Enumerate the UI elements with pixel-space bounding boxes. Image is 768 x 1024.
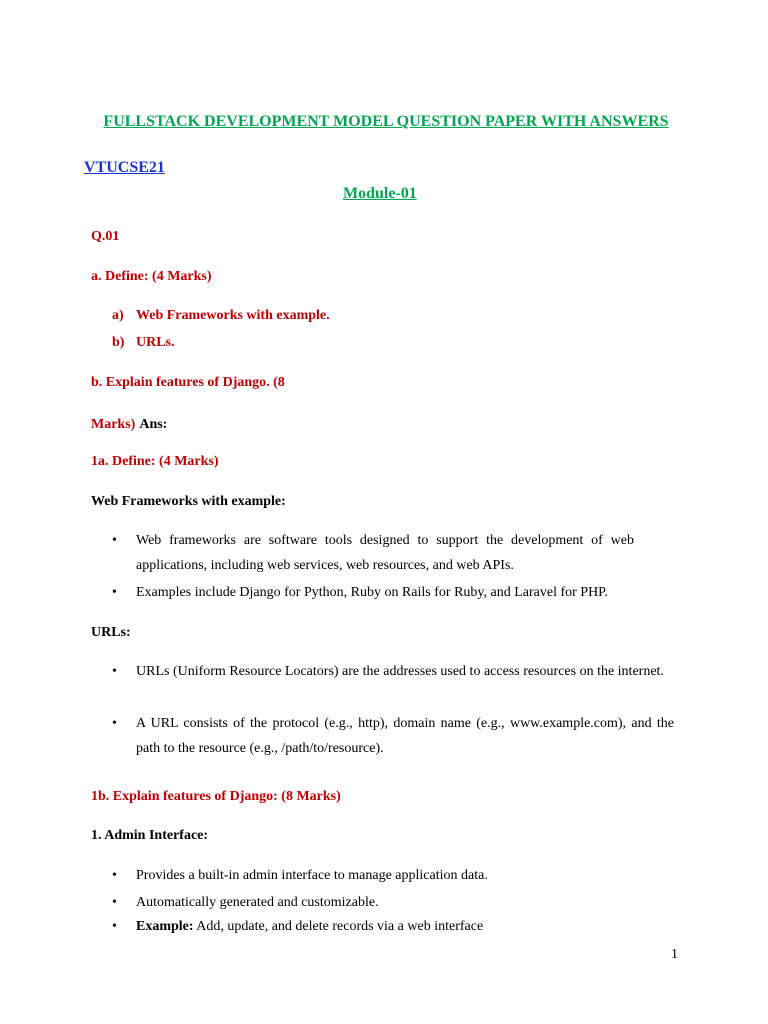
sub-item-text: Web Frameworks with example. [136, 308, 330, 323]
question-part-a: a. Define: (4 Marks) [91, 269, 212, 284]
question-part-b: b. Explain features of Django. (8 [91, 375, 285, 390]
bullet-icon: • [112, 919, 117, 934]
sub-item-text: URLs. [136, 335, 175, 350]
answer-1a-heading: 1a. Define: (4 Marks) [91, 454, 219, 469]
document-title: FULLSTACK DEVELOPMENT MODEL QUESTION PAPER WITH ANSWERS [103, 113, 669, 130]
example-label: Example: [136, 919, 194, 934]
sub-item-label: a) [112, 308, 124, 323]
list-item [136, 919, 483, 935]
web-frameworks-heading: Web Frameworks with example: [91, 494, 286, 509]
bullet-icon: • [112, 585, 117, 600]
page-number: 1 [671, 947, 678, 962]
question-part-b-cont [91, 415, 167, 433]
answer-1b-heading: 1b. Explain features of Django: (8 Marks) [91, 789, 341, 804]
list-item: A URL consists of the protocol (e.g., http), domain name (e.g., www.example.com), and the path to the resource (e.g., /path/to/resource). [136, 716, 674, 756]
list-item: Web frameworks are software tools designed to support the development of web applications, including web services, web resources, and web APIs. [136, 533, 634, 573]
vtu-tag: VTUCSE21 [84, 159, 165, 176]
sub-item [112, 308, 330, 324]
bullet-icon: • [112, 716, 117, 731]
list-item: Examples include Django for Python, Ruby on Rails for Ruby, and Laravel for PHP. [136, 585, 608, 600]
list-item: URLs (Uniform Resource Locators) are the addresses used to access resources on the internet. [136, 664, 664, 679]
sub-item-label: b) [112, 335, 125, 350]
ans-label: Ans: [139, 417, 168, 432]
bullet-icon: • [112, 664, 117, 679]
list-item: Provides a built-in admin interface to manage application data. [136, 868, 488, 883]
urls-heading: URLs: [91, 625, 131, 640]
example-text: Add, update, and delete records via a web interface [193, 919, 484, 934]
question-number: Q.01 [91, 229, 120, 244]
list-item: Automatically generated and customizable. [136, 895, 379, 910]
bullet-icon: • [112, 895, 117, 910]
bullet-icon: • [112, 868, 117, 883]
admin-interface-heading: 1. Admin Interface: [91, 828, 209, 843]
module-heading: Module-01 [343, 185, 417, 202]
part-b-marks: Marks) [91, 417, 136, 432]
bullet-icon: • [112, 533, 117, 548]
sub-item [112, 335, 175, 351]
